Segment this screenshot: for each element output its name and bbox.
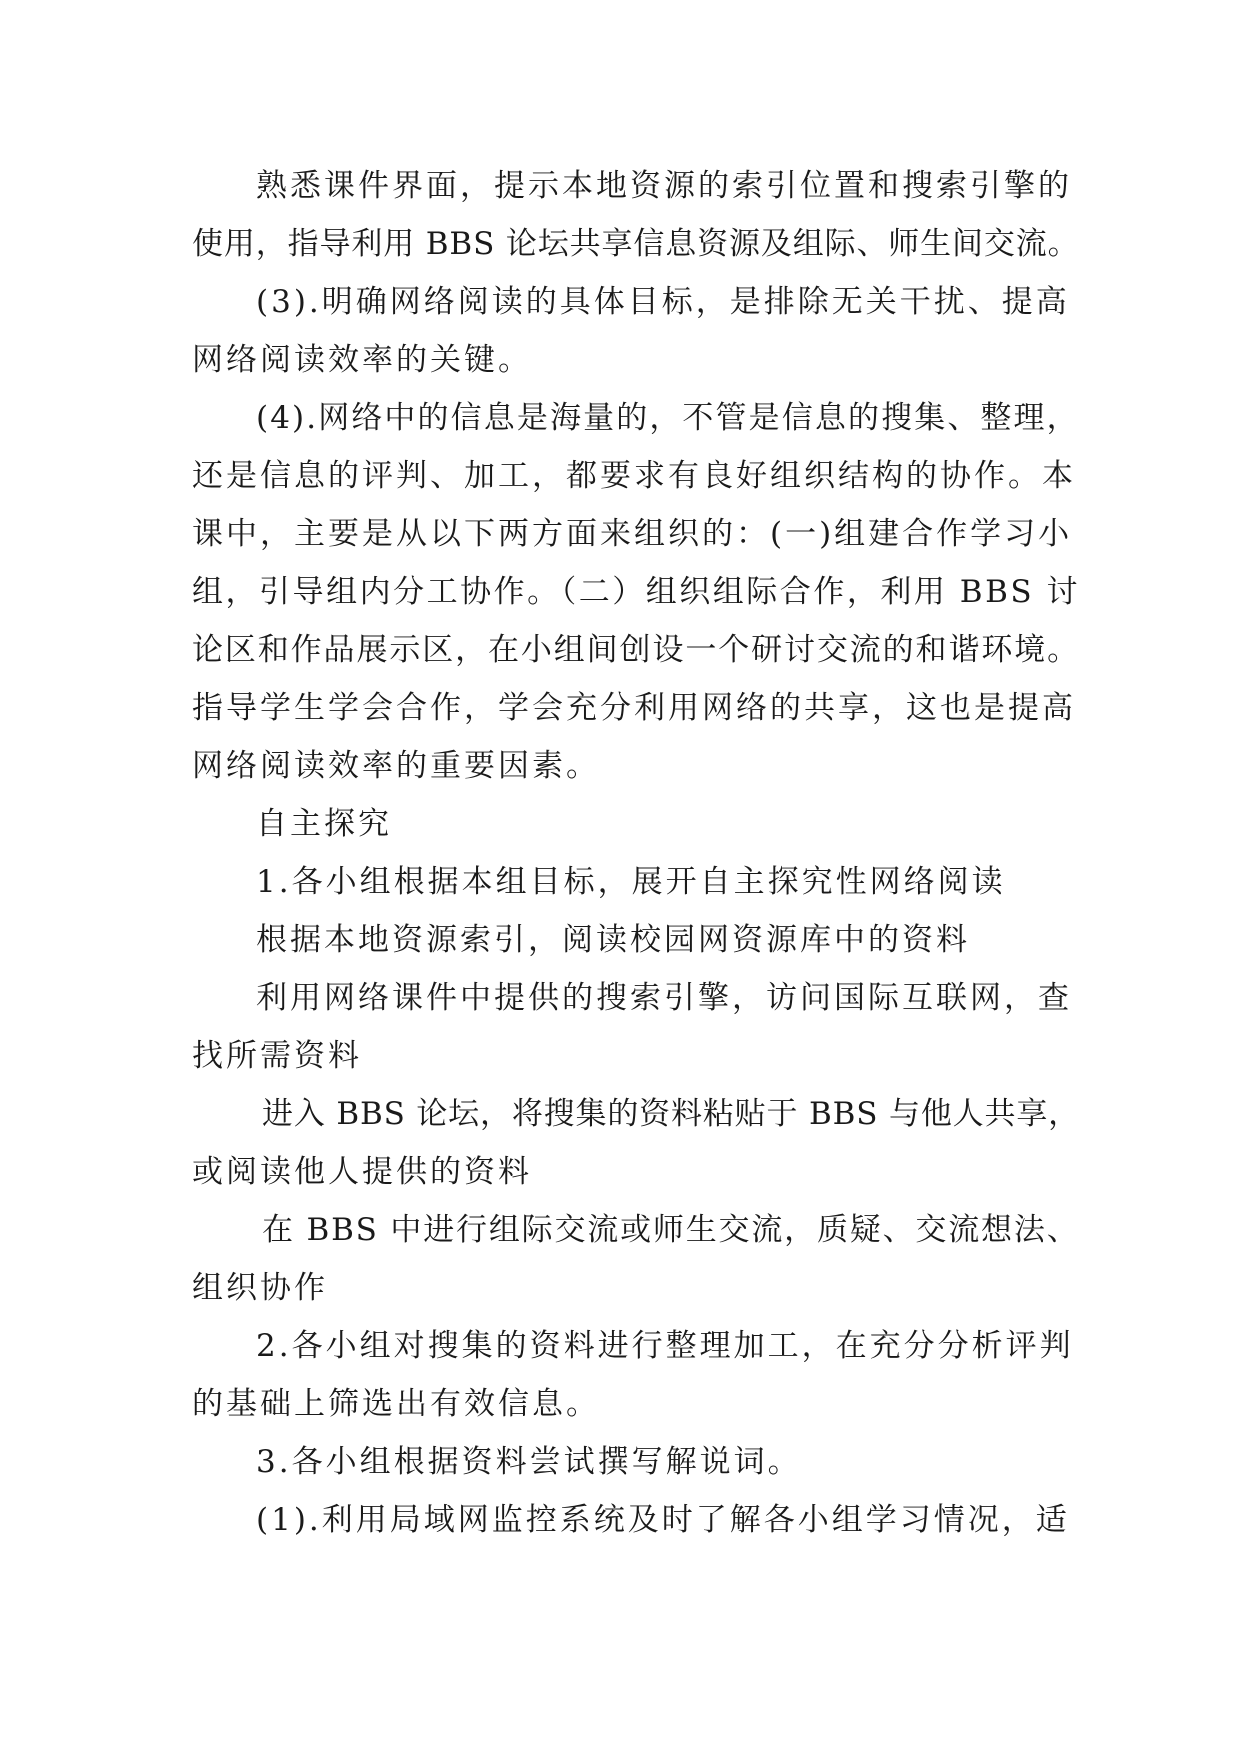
paragraph-line: (1).利用局域网监控系统及时了解各小组学习情况，适 xyxy=(256,1502,1070,1538)
paragraph-line: 课中，主要是从以下两方面来组织的：(一)组建合作学习小 xyxy=(192,516,1073,552)
paragraph-line: 3.各小组根据资料尝试撰写解说词。 xyxy=(256,1444,802,1480)
paragraph-line: 的基础上筛选出有效信息。 xyxy=(192,1386,600,1422)
paragraph-line: 组织协作 xyxy=(192,1270,328,1306)
paragraph-line: 利用网络课件中提供的搜索引擎，访问国际互联网，查 xyxy=(256,980,1072,1016)
paragraph-line: 还是信息的评判、加工，都要求有良好组织结构的协作。本 xyxy=(192,458,1076,494)
paragraph-line: 网络阅读效率的关键。 xyxy=(192,342,532,378)
paragraph-line: 1.各小组根据本组目标，展开自主探究性网络阅读 xyxy=(256,864,1006,900)
paragraph-line: 组，引导组内分工协作。（二）组织组际合作，利用 BBS 讨 xyxy=(192,574,1081,610)
paragraph-line: 在 BBS 中进行组际交流或师生交流，质疑、交流想法、 xyxy=(262,1212,1080,1248)
paragraph-line: 或阅读他人提供的资料 xyxy=(192,1154,532,1190)
paragraph-line: (4).网络中的信息是海量的，不管是信息的搜集、整理， xyxy=(256,400,1080,436)
section-heading: 自主探究 xyxy=(256,806,392,842)
paragraph-line: 网络阅读效率的重要因素。 xyxy=(192,748,600,784)
paragraph-line: 使用，指导利用 BBS 论坛共享信息资源及组际、师生间交流。 xyxy=(192,226,1080,262)
paragraph-line: 根据本地资源索引，阅读校园网资源库中的资料 xyxy=(256,922,970,958)
paragraph-line: 找所需资料 xyxy=(192,1038,362,1074)
paragraph-line: 熟悉课件界面，提示本地资源的索引位置和搜索引擎的 xyxy=(256,168,1072,204)
paragraph-line: (3).明确网络阅读的具体目标，是排除无关干扰、提高 xyxy=(256,284,1070,320)
paragraph-line: 指导学生学会合作，学会充分利用网络的共享，这也是提高 xyxy=(192,690,1076,726)
paragraph-line: 进入 BBS 论坛，将搜集的资料粘贴于 BBS 与他人共享， xyxy=(262,1096,1081,1132)
paragraph-line: 2.各小组对搜集的资料进行整理加工，在充分分析评判 xyxy=(256,1328,1074,1364)
paragraph-line: 论区和作品展示区，在小组间创设一个研讨交流的和谐环境。 xyxy=(192,632,1080,668)
